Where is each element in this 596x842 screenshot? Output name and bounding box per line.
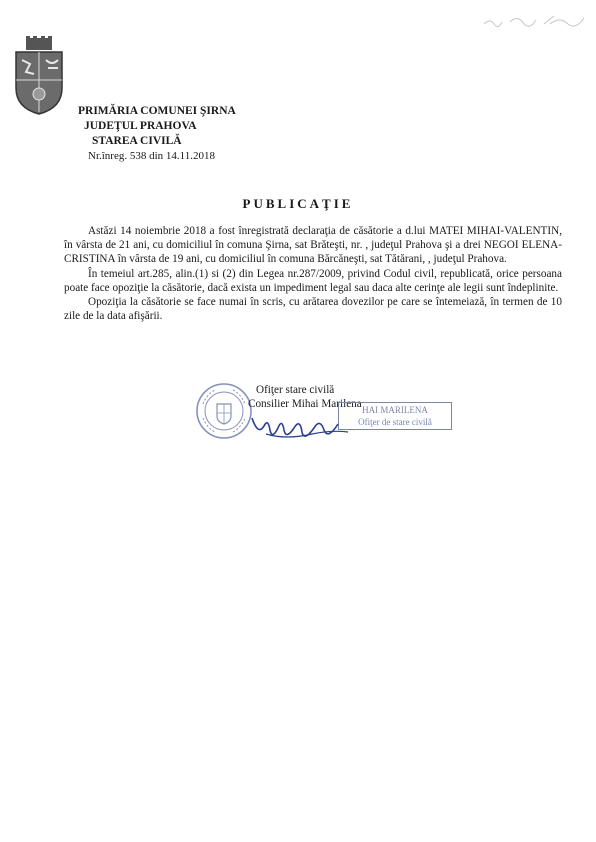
issuer-header — [78, 104, 236, 164]
paragraph-legal-basis: În temeiul art.285, alin.(1) si (2) din Legea nr.287/2009, privind Codul civil, republicată, orice persoana poate face opoziţie la căsătorie, dacă exista un impediment legal sau daca alte cerinţe ale legii sunt îndeplinite. — [64, 267, 562, 294]
signatory-name: Consilier Mihai Marilena — [248, 398, 362, 410]
document-body — [64, 224, 562, 323]
paragraph-declaration: Astăzi 14 noiembrie 2018 a fost înregistrată declaraţia de căsătorie a d.lui MATEI MIHAI-VALENTIN, în vârsta de 21 ani, cu domiciliul în comuna Şirna, sat Brăteşti, nr. , judeţul Prahova şi a drei NEGOI ELENA-CRISTINA în vârsta de 19 ani, cu domiciliul în comuna Bărcăneşti, sat Tătărani, , judeţul Prahova. — [64, 225, 562, 266]
institution-name: PRIMĂRIA COMUNEI ŞIRNA — [78, 105, 236, 117]
registration-number: Nr.înreg. 538 din 14.11.2018 — [88, 150, 215, 162]
department-name: STAREA CIVILĂ — [92, 135, 182, 147]
stamp-role-text: Ofiţer de stare civilă — [358, 417, 432, 427]
document-title: PUBLICAŢIE — [242, 196, 354, 211]
round-seal-stamp — [195, 382, 253, 440]
coat-of-arms-icon — [10, 36, 68, 116]
signatory-role: Ofiţer stare civilă — [256, 384, 335, 396]
handwritten-note-mark — [480, 10, 590, 32]
county-name: JUDEŢUL PRAHOVA — [84, 120, 197, 132]
handwritten-signature — [246, 408, 356, 446]
stamp-name-text: HAI MARILENA — [362, 405, 428, 415]
paragraph-opposition-terms: Opoziţia la căsătorie se face numai în scris, cu arătarea dovezilor pe care se întemeiază, în termen de 10 zile de la data afişării. — [64, 296, 562, 323]
